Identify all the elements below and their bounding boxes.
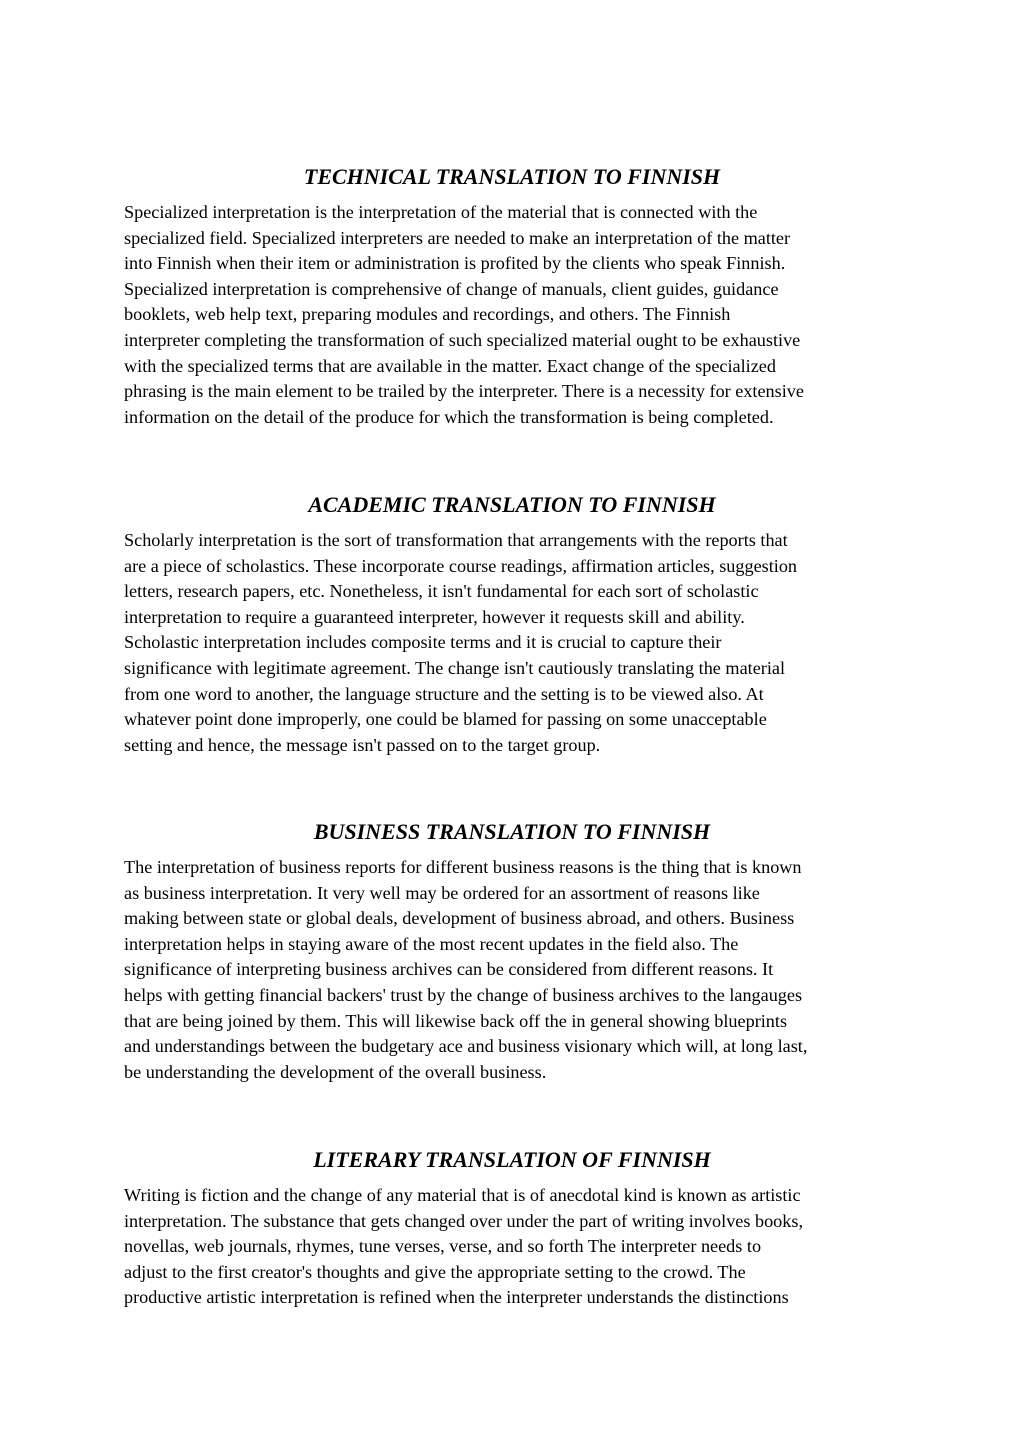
- paragraph-line: productive artistic interpretation is refined when the interpreter understands the distinctions: [124, 1287, 789, 1308]
- paragraph-line: Specialized interpretation is comprehensive of change of manuals, client guides, guidance: [124, 278, 779, 299]
- paragraph-line: interpretation to require a guaranteed interpreter, however it requests skill and ability.: [124, 606, 745, 627]
- paragraph-line: letters, research papers, etc. Nonetheless, it isn't fundamental for each sort of scholastic: [124, 581, 759, 602]
- paragraph-line: helps with getting financial backers' trust by the change of business archives to the langauges: [124, 984, 803, 1005]
- paragraph-line: Scholarly interpretation is the sort of transformation that arrangements with the reports that: [124, 530, 788, 550]
- paragraph-line: Writing is fiction and the change of any material that is of anecdotal kind is known as artistic: [124, 1185, 801, 1205]
- paragraph-line: interpretation. The substance that gets changed over under the part of writing involves books,: [124, 1210, 803, 1231]
- section-paragraph: [124, 528, 900, 758]
- paragraph-line: interpreter completing the transformation of such specialized material ought to be exhaustive: [124, 329, 801, 350]
- paragraph-line: that are being joined by them. This will likewise back off the in general showing blueprints: [124, 1010, 788, 1031]
- section-academic-translation: [124, 488, 900, 758]
- paragraph-line: with the specialized terms that are available in the matter. Exact change of the specialized: [124, 355, 776, 376]
- paragraph-line: into Finnish when their item or administration is profited by the clients who speak Finnish.: [124, 253, 786, 274]
- section-paragraph: [124, 200, 900, 430]
- paragraph-line: novellas, web journals, rhymes, tune verses, verse, and so forth The interpreter needs to: [124, 1236, 762, 1257]
- section-paragraph: [124, 855, 900, 1085]
- paragraph-line: setting and hence, the message isn't passed on to the target group.: [124, 734, 601, 755]
- paragraph-line: are a piece of scholastics. These incorporate course readings, affirmation articles, suggestion: [124, 555, 798, 576]
- section-heading: ACADEMIC TRANSLATION TO FINNISH: [308, 492, 716, 517]
- paragraph-line: whatever point done improperly, one could be blamed for passing on some unacceptable: [124, 709, 767, 730]
- section-paragraph: [124, 1183, 900, 1311]
- paragraph-line: phrasing is the main element to be trailed by the interpreter. There is a necessity for extensive: [124, 381, 804, 402]
- paragraph-line: information on the detail of the produce for which the transformation is being completed.: [124, 406, 774, 427]
- paragraph-line: interpretation helps in staying aware of the most recent updates in the field also. The: [124, 933, 739, 954]
- section-business-translation: [124, 815, 900, 1085]
- paragraph-line: and understandings between the budgetary ace and business visionary which will, at long last,: [124, 1036, 808, 1057]
- section-heading: LITERARY TRANSLATION OF FINNISH: [313, 1147, 711, 1172]
- paragraph-line: Scholastic interpretation includes composite terms and it is crucial to capture their: [124, 632, 722, 653]
- paragraph-line: making between state or global deals, development of business abroad, and others. Business: [124, 908, 795, 929]
- section-literary-translation: [124, 1143, 900, 1311]
- paragraph-line: The interpretation of business reports for different business reasons is the thing that is known: [124, 857, 802, 877]
- paragraph-line: from one word to another, the language structure and the setting is to be viewed also. At: [124, 683, 764, 704]
- paragraph-line: be understanding the development of the overall business.: [124, 1061, 547, 1082]
- paragraph-line: adjust to the first creator's thoughts and give the appropriate setting to the crowd. The: [124, 1261, 746, 1282]
- section-heading: TECHNICAL TRANSLATION TO FINNISH: [303, 164, 721, 189]
- paragraph-line: booklets, web help text, preparing modules and recordings, and others. The Finnish: [124, 304, 731, 325]
- paragraph-line: significance with legitimate agreement. The change isn't cautiously translating the material: [124, 657, 786, 678]
- paragraph-line: as business interpretation. It very well may be ordered for an assortment of reasons like: [124, 882, 760, 903]
- section-heading: BUSINESS TRANSLATION TO FINNISH: [313, 819, 711, 844]
- paragraph-line: Specialized interpretation is the interpretation of the material that is connected with the: [124, 202, 758, 222]
- paragraph-line: significance of interpreting business archives can be considered from different reasons. It: [124, 959, 774, 980]
- section-technical-translation: [124, 160, 900, 430]
- paragraph-line: specialized field. Specialized interpreters are needed to make an interpretation of the matter: [124, 227, 791, 248]
